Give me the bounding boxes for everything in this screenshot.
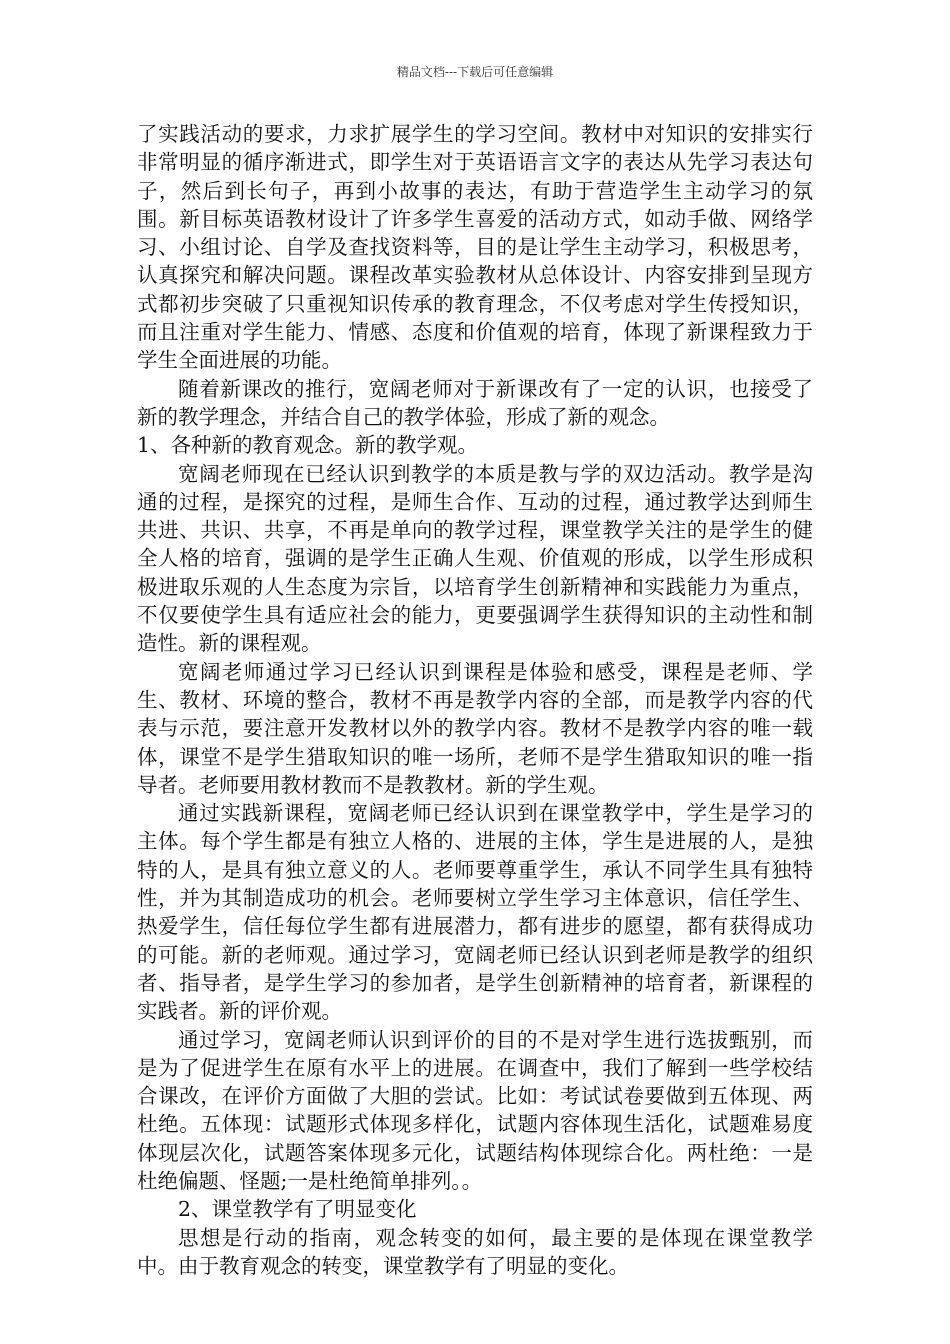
- paragraph-1: 了实践活动的要求，力求扩展学生的学习空间。教材中对知识的安排实行非常明显的循序渐进式，即学生对于英语语言文字的表达从先学习表达句子，然后到长句子，再到小故事的表达，有助于营造学生主动学习的氛围。新目标英语教材设计了许多学生喜爱的活动方式，如动手做、网络学习、小组讨论、自学及查找资料等，目的是让学生主动学习，积极思考，认真探究和解决问题。课程改革实验教材从总体设计、内容安排到呈现方式都初步突破了只重视知识传承的教育理念，不仅考虑对学生传授知识，而且注重对学生能力、情感、态度和价值观的培育，体现了新课程致力于学生全面进展的功能。: [137, 122, 813, 373]
- section-heading-2: 2、课堂教学有了明显变化: [178, 1197, 417, 1222]
- paragraph-2: 随着新课改的推行，宽阔老师对于新课改有了一定的认识，也接受了新的教学理念，并结合自己的教学体验，形成了新的观念。: [137, 376, 813, 429]
- paragraph-6: 通过学习，宽阔老师认识到评价的目的不是对学生进行选拔甄别，而是为了促进学生在原有水平上的进展。在调查中，我们了解到一些学校结合课改，在评价方面做了大胆的尝试。比如：考试试卷要做到五体现、两杜绝。五体现：试题形式体现多样化，试题内容体现生活化，试题难易度体现层次化，试题答案体现多元化，试题结构体现综合化。两杜绝：一是杜绝偏题、怪题;一是杜绝简单排列。。: [137, 1027, 813, 1193]
- section-heading-1: 1、各种新的教育观念。新的教学观。: [137, 433, 479, 458]
- paragraph-3: 宽阔老师现在已经认识到教学的本质是教与学的双边活动。教学是沟通的过程，是探究的过程，是师生合作、互动的过程，通过教学达到师生共进、共识、共享，不再是单向的教学过程，课堂教学关注的是学生的健全人格的培育，强调的是学生正确人生观、价值观的形成，以学生形成积极进取乐观的人生态度为宗旨，以培育学生创新精神和实践能力为重点，不仅要使学生具有适应社会的能力，更要强调学生获得知识的主动性和制造性。新的课程观。: [137, 461, 813, 656]
- paragraph-5: 通过实践新课程，宽阔老师已经认识到在课堂教学中，学生是学习的主体。每个学生都是有独立人格的、进展的主体，学生是进展的人，是独特的人，是具有独立意义的人。老师要尊重学生，承认不同学生具有独特性，并为其制造成功的机会。老师要树立学生学习主体意识，信任学生、热爱学生，信任每位学生都有进展潜力，都有进步的愿望，都有获得成功的可能。新的老师观。通过学习，宽阔老师已经认识到老师是教学的组织者、指导者，是学生学习的参加者，是学生创新精神的培育者，新课程的实践者。新的评价观。: [137, 801, 813, 1024]
- page-header: 精品文档---下载后可任意编辑: [396, 65, 554, 79]
- paragraph-4: 宽阔老师通过学习已经认识到课程是体验和感受，课程是老师、学生、教材、环境的整合，教材不再是教学内容的全部，而是教学内容的代表与示范，要注意开发教材以外的教学内容。教材不是教学内容的唯一载体，课堂不是学生猎取知识的唯一场所，老师不是学生猎取知识的唯一指导者。老师要用教材教而不是教教材。新的学生观。: [137, 659, 813, 797]
- paragraph-7: 思想是行动的指南，观念转变的如何，最主要的是体现在课堂教学中。由于教育观念的转变，课堂教学有了明显的变化。: [137, 1225, 813, 1278]
- document-body: [137, 120, 813, 1280]
